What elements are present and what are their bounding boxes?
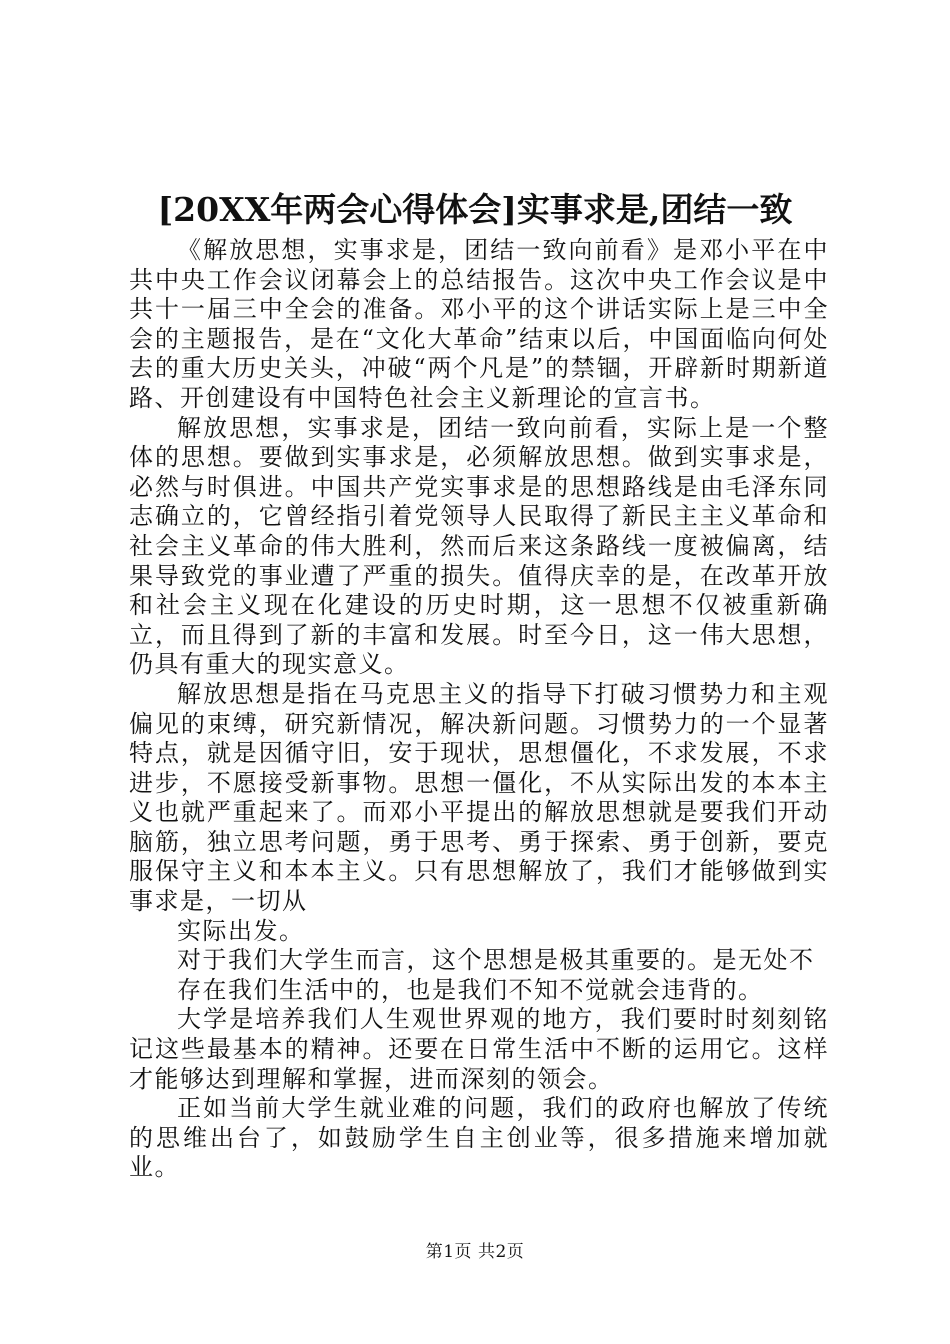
paragraph-7: 大学是培养我们人生观世界观的地方，我们要时时刻刻铭记这些最基本的精神。还要在日常生活中不断的运用它。这样才能够达到理解和掌握，进而深刻的领会。	[129, 1005, 829, 1093]
paragraph-4: 实际出发。	[177, 916, 305, 945]
paragraph-3: 解放思想是指在马克思主义的指导下打破习惯势力和主观偏见的束缚，研究新情况，解决新问题。习惯势力的一个显著特点，就是因循守旧，安于现状，思想僵化，不求发展，不求进步，不愿接受新事物。思想一僵化，不从实际出发的本本主义也就严重起来了。而邓小平提出的解放思想就是要我们开动脑筋，独立思考问题，勇于思考、勇于探索、勇于创新，要克服保守主义和本本主义。只有思想解放了，我们才能够做到实事求是，一切从	[129, 679, 829, 916]
paragraph-8: 正如当前大学生就业难的问题，我们的政府也解放了传统的思维出台了，如鼓励学生自主创业等，很多措施来增加就业。	[129, 1094, 829, 1182]
paragraph-2: 解放思想，实事求是，团结一致向前看，实际上是一个整体的思想。要做到实事求是，必须解放思想。做到实事求是，必然与时俱进。中国共产党实事求是的思想路线是由毛泽东同志确立的，它曾经指引着党领导人民取得了新民主主义革命和社会主义革命的伟大胜利，然而后来这条路线一度被偏离，结果导致党的事业遭了严重的损失。值得庆幸的是，在改革开放和社会主义现在化建设的历史时期，这一思想不仅被重新确立，而且得到了新的丰富和发展。时至今日，这一伟大思想，仍具有重大的现实意义。	[129, 413, 829, 679]
paragraph-5: 对于我们大学生而言，这个思想是极其重要的。是无处不	[177, 946, 815, 975]
page-footer: 第1页 共2页	[425, 1242, 525, 1262]
document-title: [20XX年两会心得体会]实事求是,团结一致	[157, 190, 793, 229]
paragraph-6: 存在我们生活中的，也是我们不知不觉就会违背的。	[177, 975, 764, 1004]
document-body	[129, 236, 829, 1183]
paragraph-1: 《解放思想，实事求是，团结一致向前看》是邓小平在中共中央工作会议闭幕会上的总结报告。这次中央工作会议是中共十一届三中全会的准备。邓小平的这个讲话实际上是三中全会的主题报告，是在“文化大革命”结束以后，中国面临向何处去的重大历史关头，冲破“两个凡是”的禁锢，开辟新时期新道路、开创建设有中国特色社会主义新理论的宣言书。	[129, 236, 829, 412]
